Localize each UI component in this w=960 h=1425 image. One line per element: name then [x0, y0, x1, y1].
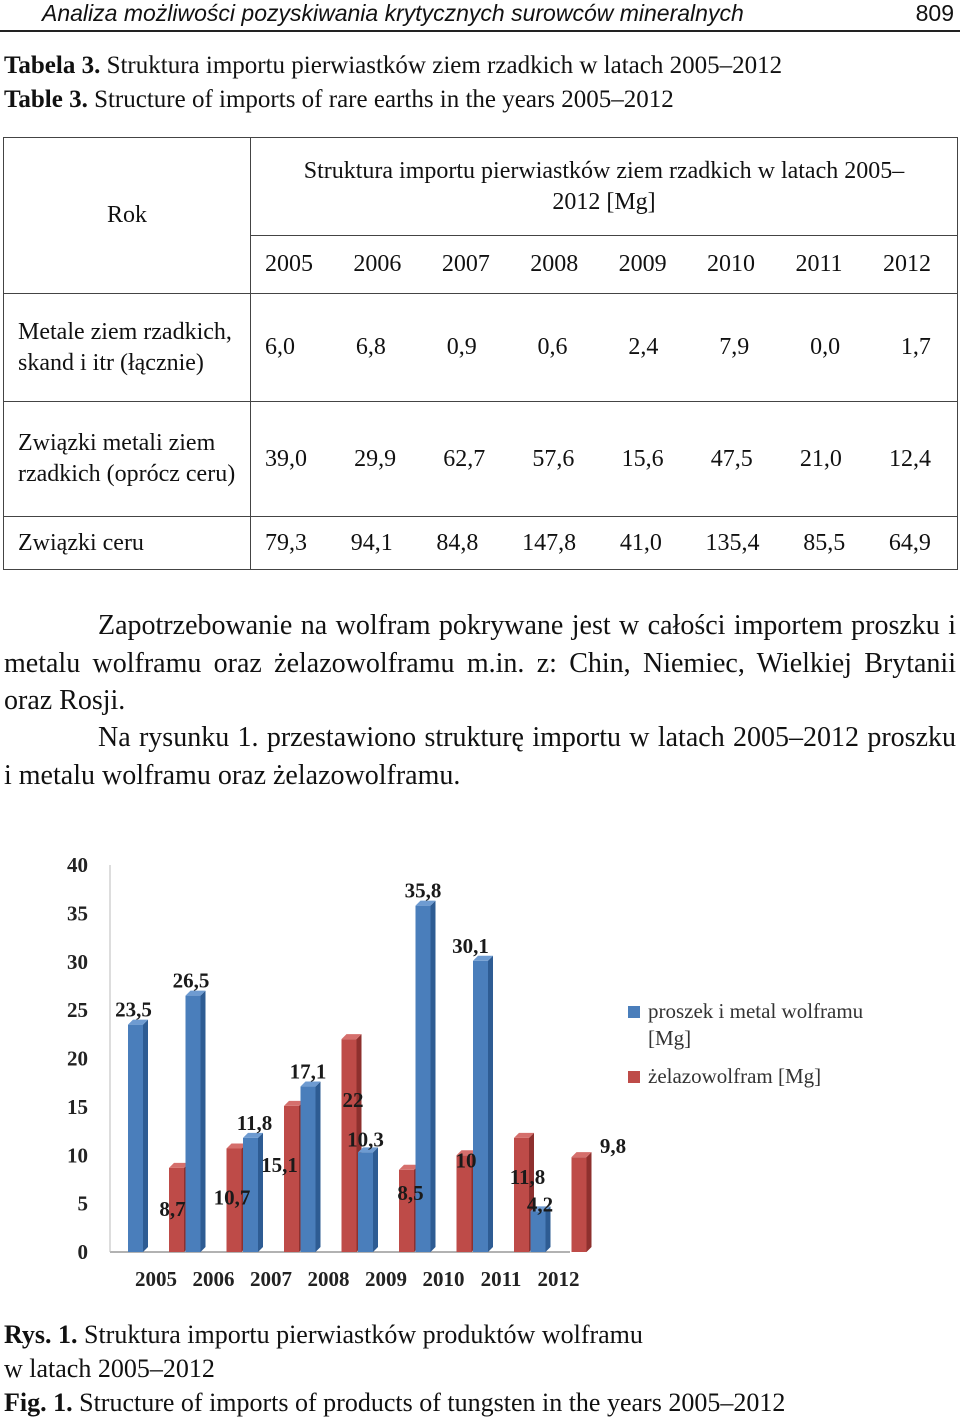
bar-powder-metal [473, 961, 488, 1252]
bar-side [587, 1152, 592, 1252]
table-row [4, 517, 958, 570]
legend-swatch [628, 1006, 640, 1018]
x-tick-label: 2005 [135, 1267, 177, 1291]
y-tick-label: 25 [67, 998, 88, 1023]
table-caption-en-text: Structure of imports of rare earths in the years 2005–2012 [87, 86, 674, 113]
years-row [251, 236, 957, 293]
table-caption-pl-label: Tabela 3. [4, 52, 101, 79]
cell-value: 6,8 [355, 334, 386, 360]
table-caption-en-label: Table 3. [4, 86, 88, 113]
data-label: 26,5 [172, 968, 210, 993]
bar-side [201, 991, 206, 1252]
cell-value: 21,0 [799, 445, 842, 472]
rare-earths-import-table [3, 137, 958, 570]
group-header-cell [251, 138, 958, 294]
legend-swatch [628, 1071, 640, 1083]
bar-powder-metal [128, 1025, 143, 1252]
x-tick-label: 2008 [307, 1267, 350, 1291]
chart-bars [128, 901, 592, 1252]
rok-header-cell [4, 138, 251, 294]
legend-label: [Mg] [648, 1026, 692, 1050]
cell-value: 7,9 [719, 334, 750, 360]
cell-value: 0,6 [537, 334, 568, 360]
year-2012: 2012 [882, 251, 931, 277]
data-label: 22 [342, 1088, 364, 1113]
running-header [0, 0, 960, 32]
cell-value: 0,9 [446, 334, 477, 360]
y-tick-label: 30 [67, 949, 88, 974]
year-2009: 2009 [618, 251, 667, 277]
figure-caption-pl-label: Rys. 1. [4, 1320, 78, 1349]
bar-side [316, 1082, 321, 1252]
year-2008: 2008 [530, 251, 579, 277]
figure-caption-pl-1 [4, 1320, 643, 1350]
x-tick-label: 2007 [250, 1267, 292, 1291]
data-label: 10,3 [347, 1127, 384, 1152]
group-header: Struktura importu pierwiastków ziem rzadkich w latach 2005–2012 [Mg] [251, 138, 957, 236]
chart-legend [628, 999, 864, 1088]
data-label: 10,7 [213, 1185, 251, 1210]
cell-value: 41,0 [619, 529, 662, 556]
bar-ferrotungsten [284, 1106, 299, 1252]
table-caption-en [4, 86, 674, 114]
cell-value: 84,8 [436, 529, 479, 556]
data-label: 23,5 [115, 997, 152, 1022]
bar-side [488, 956, 493, 1252]
row-label: Związki metali ziem rzadkich (oprócz ceru) [4, 402, 251, 517]
y-tick-label: 15 [67, 1094, 88, 1119]
cell-value: 62,7 [443, 445, 486, 472]
bar-side [143, 1020, 148, 1252]
year-2010: 2010 [707, 251, 756, 277]
bar-powder-metal [531, 1211, 546, 1252]
cell-value: 47,5 [710, 445, 753, 472]
cell-value: 15,6 [621, 445, 664, 472]
figure-caption-en-label: Fig. 1. [4, 1388, 73, 1417]
x-tick-label: 2012 [537, 1267, 580, 1291]
x-tick-label: 2011 [480, 1267, 522, 1291]
legend-label: żelazowolfram [Mg] [648, 1064, 822, 1088]
bar-powder-metal [301, 1087, 316, 1252]
cell-value: 94,1 [350, 529, 393, 556]
data-label: 35,8 [404, 878, 442, 903]
bar-powder-metal [186, 996, 201, 1252]
cell-value: 12,4 [888, 445, 931, 472]
row-label: Związki ceru [4, 517, 251, 570]
y-tick-label: 20 [67, 1046, 88, 1071]
cell-value: 135,4 [705, 529, 760, 556]
data-label: 15,1 [261, 1152, 298, 1177]
table-row [4, 402, 958, 517]
data-label: 8,5 [397, 1180, 424, 1205]
year-2007: 2007 [441, 251, 490, 277]
year-2011: 2011 [795, 251, 843, 277]
cell-value: 39,0 [265, 445, 307, 472]
bar-side [373, 1147, 378, 1252]
figure-caption-pl-text: Struktura importu pierwiastków produktów wolframu [77, 1320, 643, 1349]
data-label: 10 [455, 1148, 477, 1173]
figure-caption-pl-2: w latach 2005–2012 [4, 1354, 215, 1383]
x-tick-label: 2009 [365, 1267, 407, 1291]
figure-caption-en-text: Structure of imports of products of tungsten in the years 2005–2012 [72, 1388, 786, 1417]
data-label: 8,7 [159, 1196, 186, 1221]
y-tick-label: 40 [67, 853, 88, 877]
cell-value: 85,5 [803, 529, 846, 556]
cell-value: 2,4 [628, 334, 659, 360]
bar-side [258, 1133, 263, 1252]
data-label: 9,8 [599, 1134, 627, 1159]
bar-side [431, 901, 436, 1252]
bar-ferrotungsten [572, 1157, 587, 1252]
data-label: 30,1 [452, 933, 489, 958]
paragraph-2: Na rysunku 1. przestawiono strukturę importu w latach 2005–2012 proszku i metalu wolframu oraz żelazowolframu. [4, 722, 956, 791]
cell-value: 79,3 [265, 529, 307, 556]
figure-caption-en [4, 1388, 785, 1418]
row-label: Metale ziem rzadkich, skand i itr (łącznie) [4, 294, 251, 402]
x-tick-label: 2010 [422, 1267, 465, 1291]
paragraph-1: Zapotrzebowanie na wolfram pokrywane jest w całości importem proszku i metalu wolframu oraz żelazowolframu m.in. z: Chin, Niemiec, Wielkiej Brytanii oraz Rosji. [4, 610, 956, 716]
tungsten-import-chart [40, 840, 940, 1300]
year-2006: 2006 [353, 251, 402, 277]
y-tick-label: 5 [77, 1191, 88, 1216]
year-2005: 2005 [265, 251, 313, 277]
y-tick-label: 10 [67, 1143, 88, 1168]
y-tick-label: 0 [77, 1240, 88, 1264]
x-tick-label: 2006 [192, 1267, 235, 1291]
data-label: 4,2 [526, 1192, 554, 1217]
legend-label: proszek i metal wolframu [648, 999, 864, 1023]
running-header-title: Analiza możliwości pozyskiwania krytycznych surowców mineralnych [42, 0, 744, 26]
data-label: 11,8 [509, 1164, 546, 1189]
bar-powder-metal [358, 1152, 373, 1252]
table-caption-pl-text: Struktura importu pierwiastków ziem rzadkich w latach 2005–2012 [100, 52, 783, 79]
cell-value: 64,9 [888, 529, 931, 556]
cell-value: 6,0 [265, 334, 295, 360]
table-caption-pl [4, 52, 782, 80]
cell-value: 147,8 [522, 529, 577, 556]
page-number: 809 [915, 0, 954, 26]
data-label: 17,1 [289, 1059, 327, 1084]
cell-value: 57,6 [532, 445, 575, 472]
rok-label: Rok [106, 202, 147, 228]
cell-value: 1,7 [900, 334, 931, 360]
cell-value: 0,0 [810, 334, 841, 360]
cell-value: 29,9 [354, 445, 397, 472]
y-tick-label: 35 [67, 901, 88, 926]
data-label: 11,8 [236, 1110, 273, 1135]
table-row [4, 294, 958, 402]
